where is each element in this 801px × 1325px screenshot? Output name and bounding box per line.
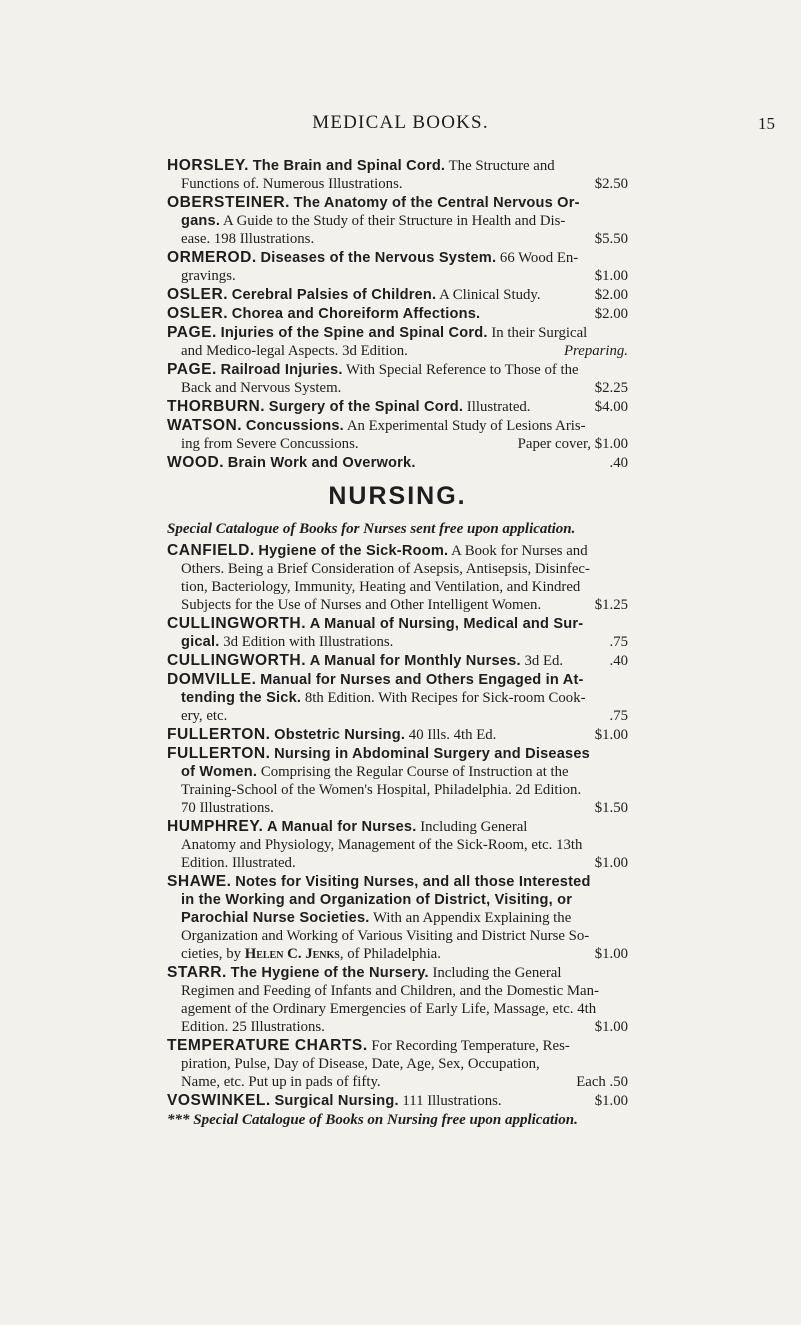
entry-description: 111 Illustrations. <box>402 1093 502 1109</box>
entry-title: Surgical Nursing. <box>274 1093 399 1109</box>
entry-title: Chorea and Choreiform Affections. <box>231 306 481 322</box>
entry-author: PAGE. <box>167 324 217 341</box>
entry-author: FULLERTON. <box>167 726 271 743</box>
entry-title: tending the Sick. <box>181 690 302 706</box>
entry-author: WATSON. <box>167 417 243 434</box>
entry-cullingworth-nursing <box>167 615 628 651</box>
entry-description: Regimen and Feeding of Infants and Children, and the Domestic Man- <box>181 983 599 999</box>
entry-description: ease. 198 Illustrations. <box>181 231 315 247</box>
entry-author: WOOD. <box>167 454 225 471</box>
entry-title: A Manual for Nurses. <box>267 819 417 835</box>
entry-title: The Brain and Spinal Cord. <box>252 158 446 174</box>
entry-description: 66 Wood En- <box>499 250 579 266</box>
entry-description: Edition. Illustrated. <box>181 855 296 871</box>
running-head: MEDICAL BOOKS. <box>312 112 489 133</box>
entry-title: Manual for Nurses and Others Engaged in At- <box>260 672 584 688</box>
entry-title: Railroad Injuries. <box>220 362 343 378</box>
entry-cullingworth-monthly <box>167 652 628 670</box>
entry-description: 3d Edition with Illustrations. <box>223 634 394 650</box>
entry-author: TEMPERATURE CHARTS. <box>167 1037 368 1054</box>
entry-osler-palsies <box>167 286 628 304</box>
entry-description: Subjects for the Use of Nurses and Other Intelligent Women. <box>181 597 542 613</box>
entry-description: Edition. 25 Illustrations. <box>181 1019 325 1035</box>
entry-price: $1.00 <box>594 436 628 452</box>
entry-author: OBERSTEINER. <box>167 194 290 211</box>
entry-description: tion, Bacteriology, Immunity, Heating and Ventilation, and Kindred <box>181 579 581 595</box>
entry-title: Parochial Nurse Societies. <box>181 910 370 926</box>
entry-title: A Manual for Monthly Nurses. <box>309 653 521 669</box>
entry-description: and Medico-legal Aspects. 3d Edition. <box>181 343 408 359</box>
entry-description: 40 Ills. 4th Ed. <box>408 727 497 743</box>
entry-price: $1.00 <box>594 1019 628 1035</box>
entry-description: 3d Ed. <box>524 653 564 669</box>
entry-price: $1.00 <box>594 268 628 284</box>
entry-description: In their Surgical <box>491 325 588 341</box>
entry-horsley <box>167 157 628 193</box>
entry-author: CULLINGWORTH. <box>167 652 307 669</box>
entry-author: ORMEROD. <box>167 249 257 266</box>
entry-description: Organization and Working of Various Visiting and District Nurse So- <box>181 928 590 944</box>
entry-voswinkel <box>167 1092 628 1110</box>
entry-description: cieties, by <box>181 946 241 962</box>
entry-author: CANFIELD. <box>167 542 255 559</box>
entry-author: THORBURN. <box>167 398 266 415</box>
entry-description: Comprising the Regular Course of Instruction at the <box>260 764 569 780</box>
entry-title: Cerebral Palsies of Children. <box>231 287 437 303</box>
entry-author: OSLER. <box>167 305 229 322</box>
entry-title: Notes for Visiting Nurses, and all those Interested <box>235 874 591 890</box>
entry-title: Diseases of the Nervous System. <box>260 250 497 266</box>
entry-description: Back and Nervous System. <box>181 380 342 396</box>
entry-price: $5.50 <box>594 231 628 247</box>
catalogue-notice: Special Catalogue of Books for Nurses sent free upon application. <box>167 521 576 537</box>
entry-description: ing from Severe Concussions. <box>181 436 359 452</box>
entry-description: The Structure and <box>448 158 555 174</box>
entry-price: $1.50 <box>594 800 628 816</box>
entry-description: A Clinical Study. <box>439 287 541 303</box>
entry-price: $1.25 <box>594 597 628 613</box>
entry-price: $1.00 <box>594 946 628 962</box>
entry-description: An Experimental Study of Lesions Aris- <box>346 418 586 434</box>
entry-price: $1.00 <box>594 855 628 871</box>
entry-title: Brain Work and Overwork. <box>227 455 416 471</box>
entry-description: agement of the Ordinary Emergencies of Early Life, Massage, etc. 4th <box>181 1001 597 1017</box>
entry-description: 70 Illustrations. <box>181 800 274 816</box>
entry-author: STARR. <box>167 964 227 981</box>
entry-starr <box>167 964 628 1036</box>
entry-title: Obstetric Nursing. <box>274 727 406 743</box>
footnote: *** Special Catalogue of Books on Nursing free upon application. <box>167 1112 578 1128</box>
entry-price: .40 <box>609 653 628 669</box>
entry-title: A Manual of Nursing, Medical and Sur- <box>309 616 584 632</box>
entry-price: .40 <box>609 455 628 471</box>
entry-obersteiner <box>167 194 628 248</box>
entry-price: Each .50 <box>576 1074 628 1090</box>
entry-title: Concussions. <box>245 418 344 434</box>
entry-title: Nursing in Abdominal Surgery and Diseases <box>274 746 590 762</box>
entry-author: PAGE. <box>167 361 217 378</box>
entry-author: CULLINGWORTH. <box>167 615 307 632</box>
entry-description: Illustrated. <box>466 399 531 415</box>
entry-author: OSLER. <box>167 286 229 303</box>
entry-note: Paper cover, <box>517 436 591 452</box>
entry-humphrey <box>167 818 628 872</box>
entry-description: piration, Pulse, Day of Disease, Date, Age, Sex, Occupation, <box>181 1056 540 1072</box>
entry-description: gravings. <box>181 268 236 284</box>
entry-title: Injuries of the Spine and Spinal Cord. <box>220 325 488 341</box>
entry-description: Including General <box>420 819 528 835</box>
nursing-section <box>167 482 628 1129</box>
entry-description: For Recording Temperature, Res- <box>371 1038 570 1054</box>
entry-title: in the Working and Organization of District, Visiting, or <box>181 892 573 908</box>
entry-title: of Women. <box>181 764 258 780</box>
entry-author: DOMVILLE. <box>167 671 257 688</box>
entry-description: Training-School of the Women's Hospital, Philadelphia. 2d Edition. <box>181 782 582 798</box>
entry-description: Name, etc. Put up in pads of fifty. <box>181 1074 381 1090</box>
entry-description: A Guide to the Study of their Structure in Health and Dis- <box>223 213 566 229</box>
entry-osler-chorea <box>167 305 628 323</box>
entry-title: gans. <box>181 213 221 229</box>
entry-description: , of Philadelphia. <box>339 946 441 962</box>
entry-description: ery, etc. <box>181 708 228 724</box>
entry-description: Anatomy and Physiology, Management of the Sick-Room, etc. 13th <box>181 837 583 853</box>
entry-description: With Special Reference to Those of the <box>346 362 579 378</box>
entry-price: .75 <box>609 634 628 650</box>
entry-price: $2.50 <box>594 176 628 192</box>
entry-description: Functions of. Numerous Illustrations. <box>181 176 403 192</box>
entry-price: .75 <box>609 708 628 724</box>
medical-books-list <box>167 157 628 472</box>
entry-watson <box>167 417 628 453</box>
entry-ormerod <box>167 249 628 285</box>
entry-description: Including the General <box>432 965 562 981</box>
entry-title: Surgery of the Spinal Cord. <box>268 399 464 415</box>
entry-domville <box>167 671 628 725</box>
entry-price: $2.00 <box>594 287 628 303</box>
entry-author: HORSLEY. <box>167 157 249 174</box>
entry-title: The Anatomy of the Central Nervous Or- <box>293 195 580 211</box>
section-heading: NURSING. <box>328 482 467 510</box>
entry-temperature-charts <box>167 1037 628 1091</box>
entry-description: Others. Being a Brief Consideration of Asepsis, Antisepsis, Disinfec- <box>181 561 590 577</box>
entry-fullerton-obstetric <box>167 726 628 744</box>
entry-status: Preparing. <box>564 343 628 359</box>
entry-page-railroad <box>167 361 628 397</box>
entry-author: VOSWINKEL. <box>167 1092 271 1109</box>
entry-price: $2.25 <box>594 380 628 396</box>
entry-author: HUMPHREY. <box>167 818 264 835</box>
entry-title: gical. <box>181 634 220 650</box>
entry-author: SHAWE. <box>167 873 232 890</box>
entry-price: $1.00 <box>594 1093 628 1109</box>
entry-canfield <box>167 542 628 614</box>
entry-author: FULLERTON. <box>167 745 271 762</box>
entry-description: A Book for Nurses and <box>451 543 588 559</box>
entry-editor: Helen C. Jenks <box>244 946 340 962</box>
entry-description: 8th Edition. With Recipes for Sick-room Cook- <box>304 690 586 706</box>
entry-wood <box>167 454 628 472</box>
entry-title: The Hygiene of the Nursery. <box>230 965 429 981</box>
entry-fullerton-abdominal <box>167 745 628 817</box>
entry-title: Hygiene of the Sick-Room. <box>258 543 449 559</box>
entry-price: $4.00 <box>594 399 628 415</box>
entry-thorburn <box>167 398 628 416</box>
page-number: 15 <box>758 114 775 133</box>
entry-shawe <box>167 873 628 963</box>
entry-price: $1.00 <box>594 727 628 743</box>
entry-price: $2.00 <box>594 306 628 322</box>
entry-description: With an Appendix Explaining the <box>372 910 572 926</box>
entry-page-spine <box>167 324 628 360</box>
